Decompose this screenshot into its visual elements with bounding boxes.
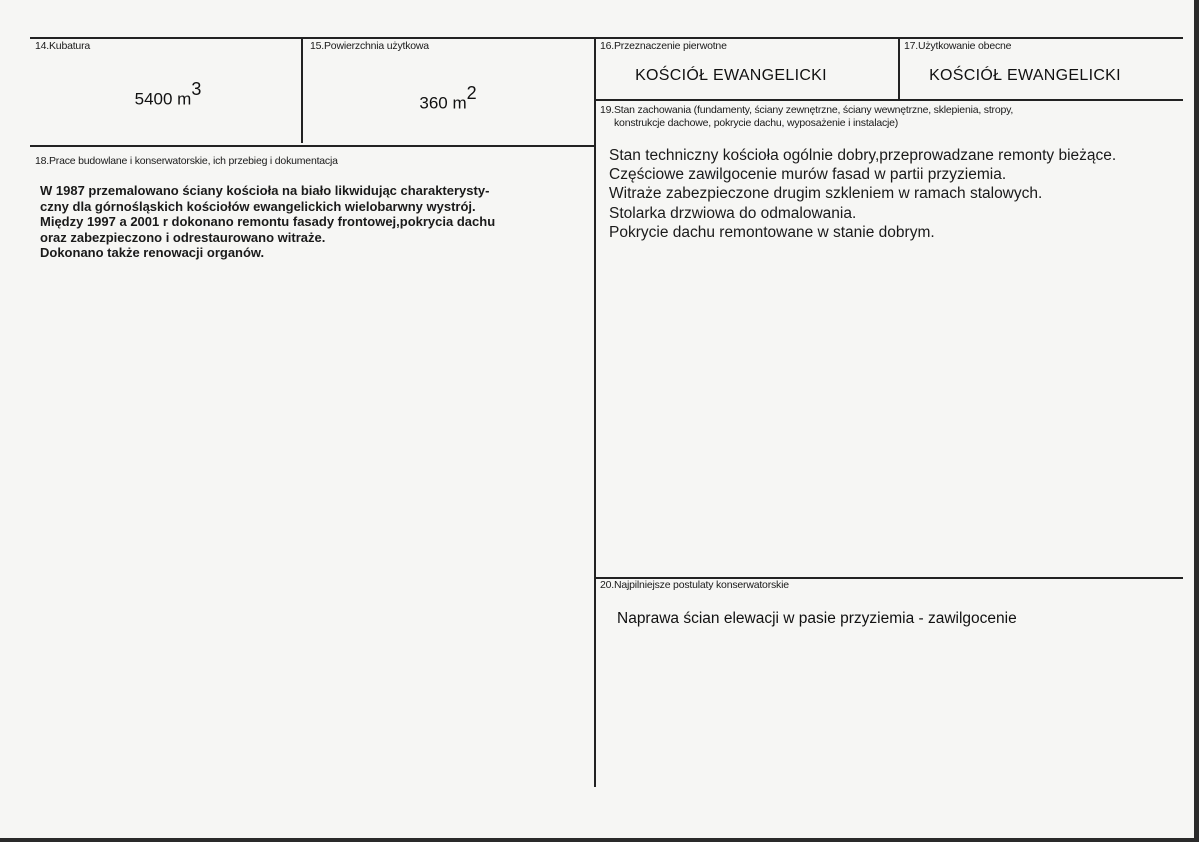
field-18-line: W 1987 przemalowano ściany kościoła na biało likwidując charakterysty- [40, 183, 490, 198]
field-17-label: 17.Użytkowanie obecne [904, 40, 1012, 52]
field-19-line: Stolarka drzwiowa do odmalowania. [609, 204, 857, 222]
field-14-label: 14.Kubatura [35, 40, 91, 52]
field-16-value: KOŚCIÓŁ EWANGELICKI [635, 67, 827, 84]
field-14-exponent: 3 [191, 79, 202, 99]
rule-under-14-15 [30, 145, 595, 147]
field-19-line: Witraże zabezpieczone drugim szkleniem w ramach stalowych. [609, 185, 1043, 203]
field-15-number: 360 m [419, 93, 467, 113]
scan-edge-bottom [0, 838, 1199, 842]
field-18-line: Między 1997 a 2001 r dokonano remontu fasady frontowej,pokrycia dachu [40, 214, 496, 229]
field-19-label [600, 104, 1013, 130]
scan-edge-right [1194, 0, 1199, 842]
field-19-label-line-1: 19.Stan zachowania (fundamenty, ściany zewnętrzne, ściany wewnętrzne, sklepienia, stropy, [600, 104, 1014, 116]
divider-left-right [594, 37, 596, 787]
field-14-value [35, 79, 301, 110]
field-15-exponent: 2 [466, 83, 477, 103]
field-16-label: 16.Przeznaczenie pierwotne [600, 40, 727, 52]
field-18-label: 18.Prace budowlane i konserwatorskie, ich przebieg i dokumentacja [35, 155, 338, 167]
field-19-label-line-2: konstrukcje dachowe, pokrycie dachu, wyposażenie i instalacje) [614, 117, 899, 129]
field-20-label: 20.Najpilniejsze postulaty konserwatorskie [600, 579, 789, 591]
rule-under-16-17 [594, 99, 1183, 101]
field-18-line: czny dla górnośląskich kościołów ewangelickich wielobarwny wystrój. [40, 198, 476, 214]
field-18-line: Dokonano także renowacji organów. [40, 245, 265, 260]
field-19-line: Pokrycie dachu remontowane w stanie dobrym. [609, 223, 935, 241]
field-19-line: Stan techniczny kościoła ogólnie dobry,przeprowadzane remonty bieżące. [609, 147, 1117, 164]
field-20-value: Naprawa ścian elewacji w pasie przyziemia - zawilgocenie [617, 610, 1017, 627]
field-18-line: oraz zabezpieczono i odrestaurowano witraże. [40, 229, 326, 245]
field-17-value: KOŚCIÓŁ EWANGELICKI [929, 67, 1121, 84]
field-19-line: Częściowe zawilgocenie murów fasad w partii przyziemia. [609, 166, 1007, 184]
top-rule [30, 37, 1183, 39]
field-18-text [40, 183, 580, 261]
field-14-number: 5400 m [134, 89, 192, 109]
field-19-text [609, 146, 1194, 242]
field-15-label: 15.Powierzchnia użytkowa [310, 40, 429, 52]
field-15-value [302, 83, 594, 114]
